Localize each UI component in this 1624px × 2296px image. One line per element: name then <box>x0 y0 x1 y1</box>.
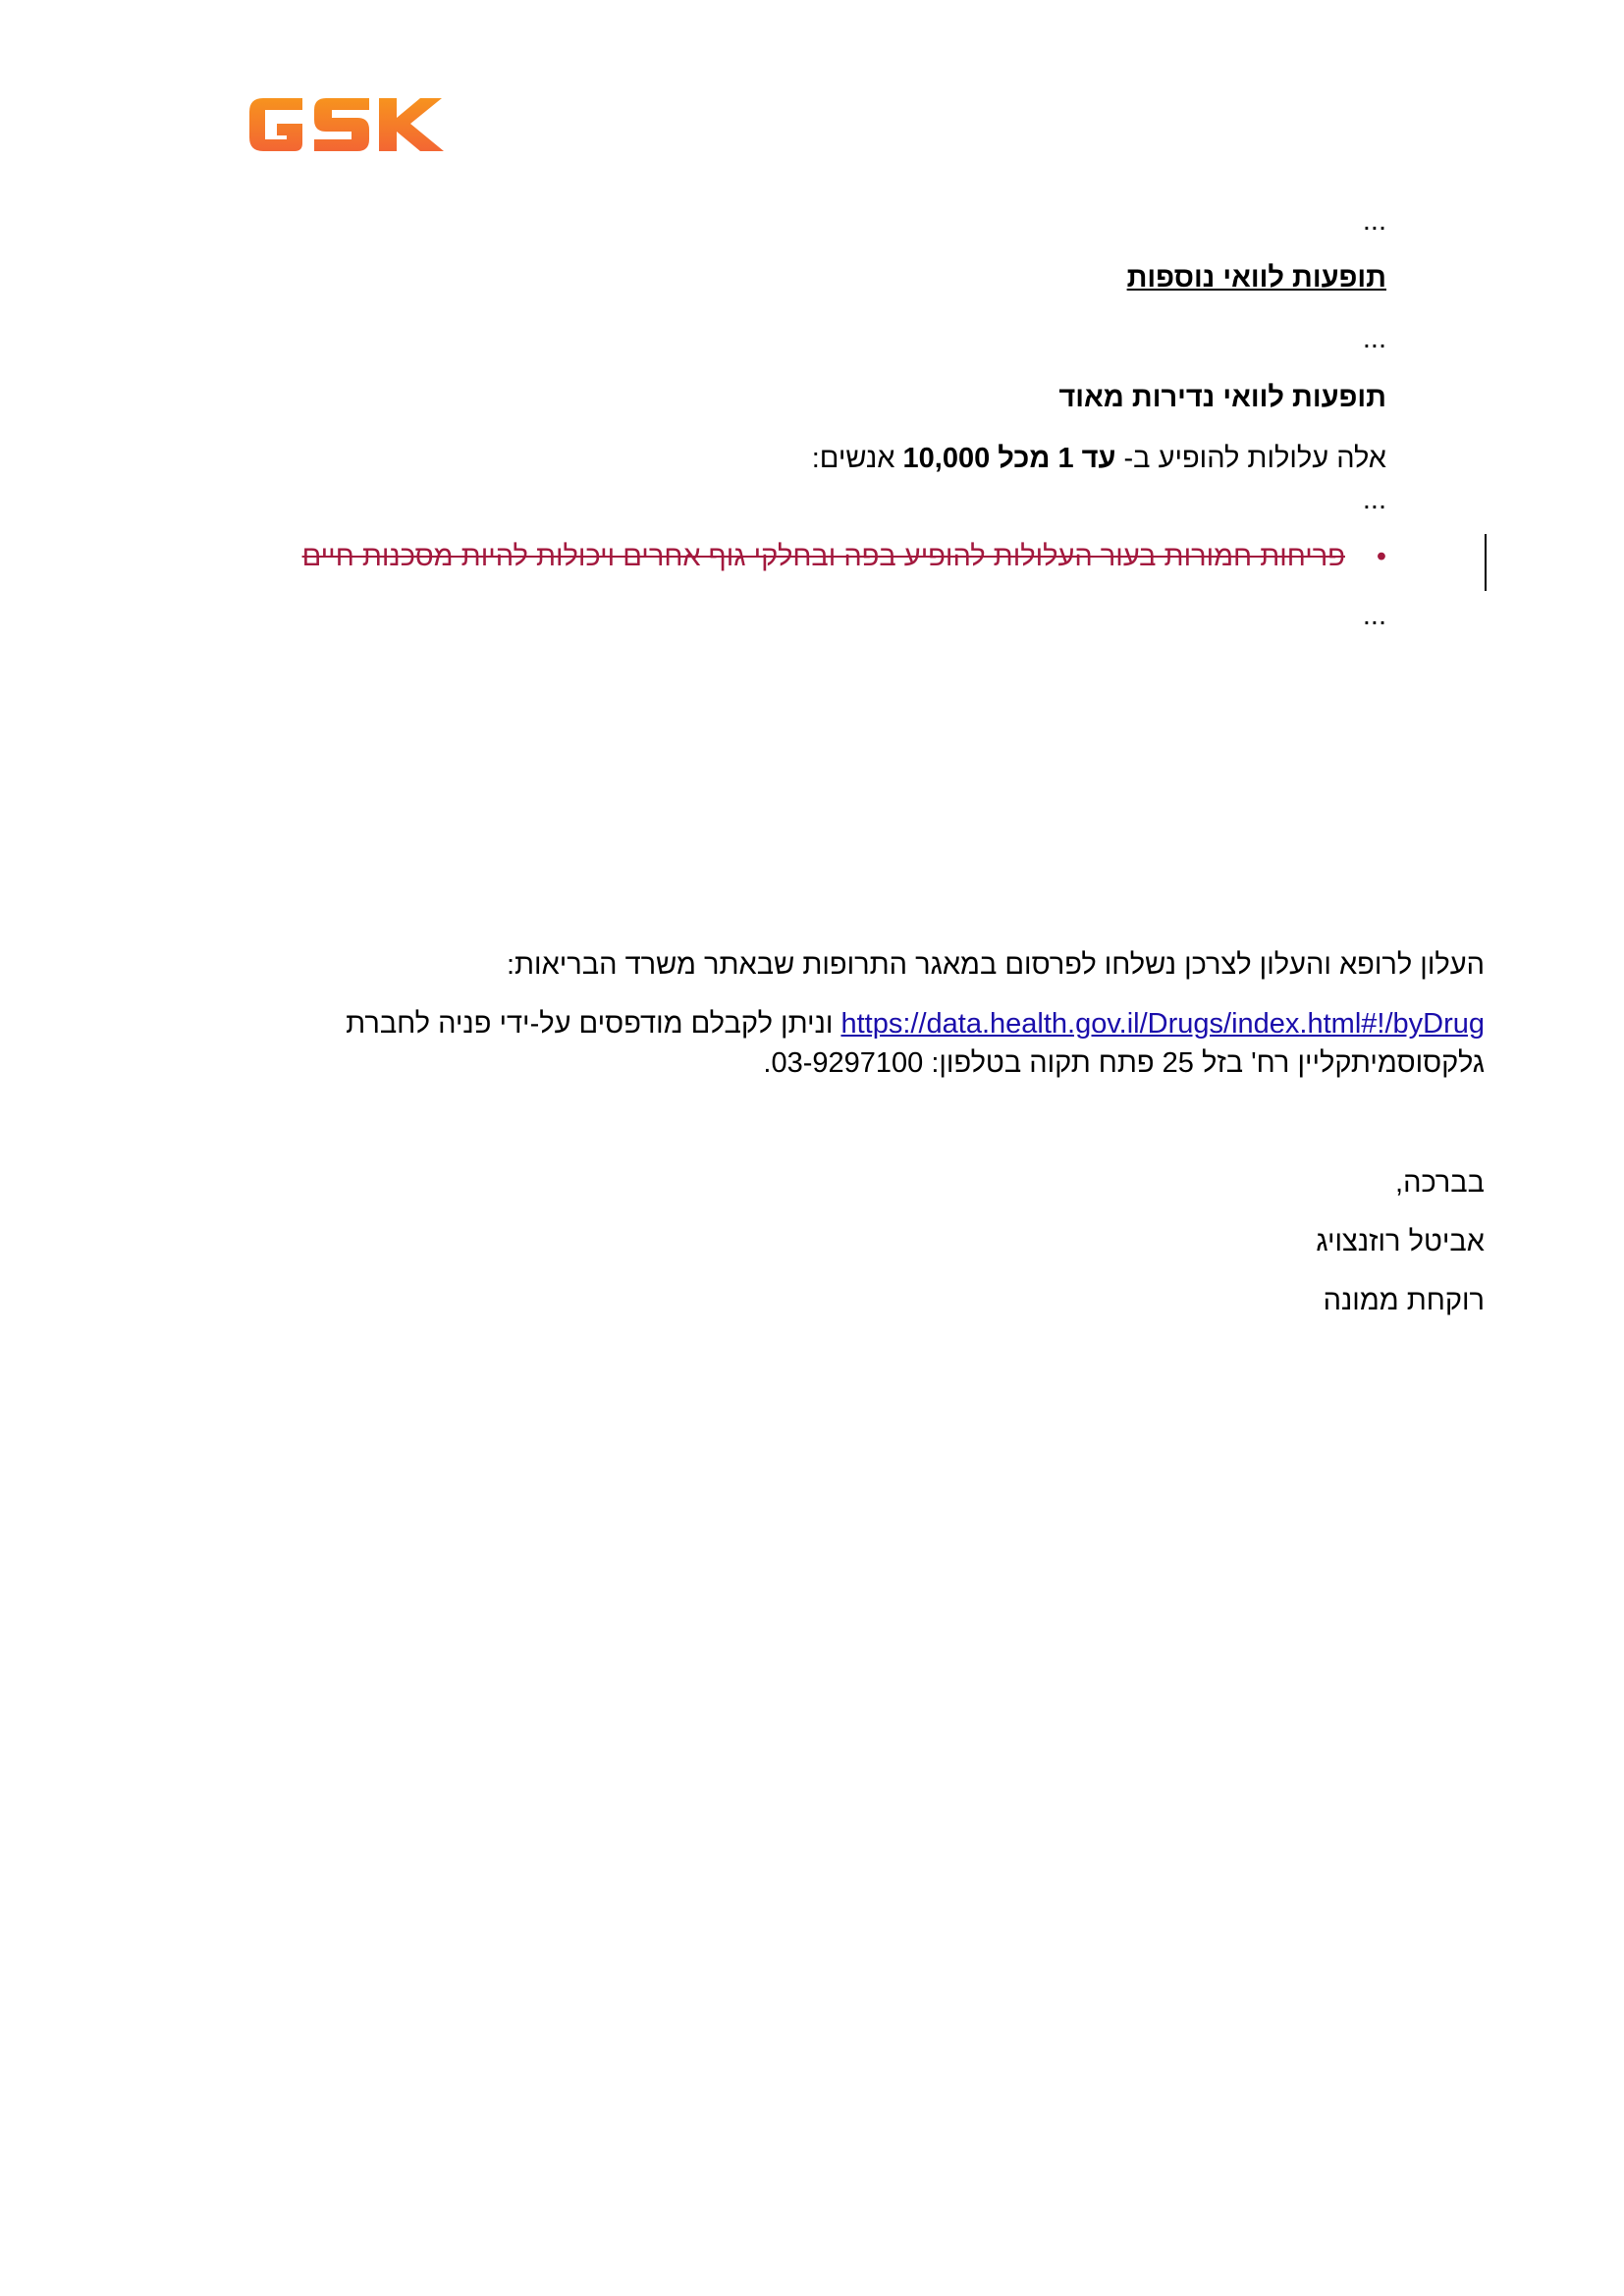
change-bar <box>1485 534 1487 591</box>
signature-role: רוקחת ממונה <box>1323 1285 1485 1316</box>
frequency-suffix: אנשים: <box>811 443 895 474</box>
bullet-icon: • <box>1376 541 1386 572</box>
signature-closing: בברכה, <box>1395 1167 1485 1199</box>
drugs-database-link[interactable]: https://data.health.gov.il/Drugs/index.html#!/byDrug <box>840 1008 1485 1040</box>
notice-line-2-text: וניתן לקבלם מודפסים על-ידי פניה לחברת <box>346 1008 834 1040</box>
gsk-logo <box>244 90 445 159</box>
notice-line-3: גלקסוסמיתקליין רח' בזל 25 פתח תקוה בטלפון: 03-9297100. <box>763 1047 1485 1079</box>
ellipsis-4: ... <box>1362 600 1386 631</box>
notice-line-2 <box>346 1005 1485 1042</box>
very-rare-side-effects-heading: תופעות לוואי נדירות מאוד <box>1058 382 1386 413</box>
ellipsis-1: ... <box>1362 205 1386 237</box>
frequency-bold: עד 1 מכל 10,000 <box>902 443 1116 474</box>
deleted-bullet-item <box>302 538 1386 575</box>
frequency-prefix: אלה עלולות להופיע ב- <box>1123 443 1386 474</box>
ellipsis-2: ... <box>1362 323 1386 354</box>
notice-line-1: העלון לרופא והעלון לצרכן נשלחו לפרסום במאגר התרופות שבאתר משרד הבריאות: <box>506 949 1485 981</box>
frequency-line <box>812 440 1386 477</box>
ellipsis-3: ... <box>1362 484 1386 515</box>
deleted-text: פריחות חמורות בעור העלולות להופיע בפה ובחלקי גוף אחרים ויכולות להיות מסכנות חיים <box>301 541 1345 572</box>
signature-name: אביטל רוזנצויג <box>1316 1226 1485 1257</box>
additional-side-effects-heading: תופעות לוואי נוספות <box>1126 262 1386 294</box>
